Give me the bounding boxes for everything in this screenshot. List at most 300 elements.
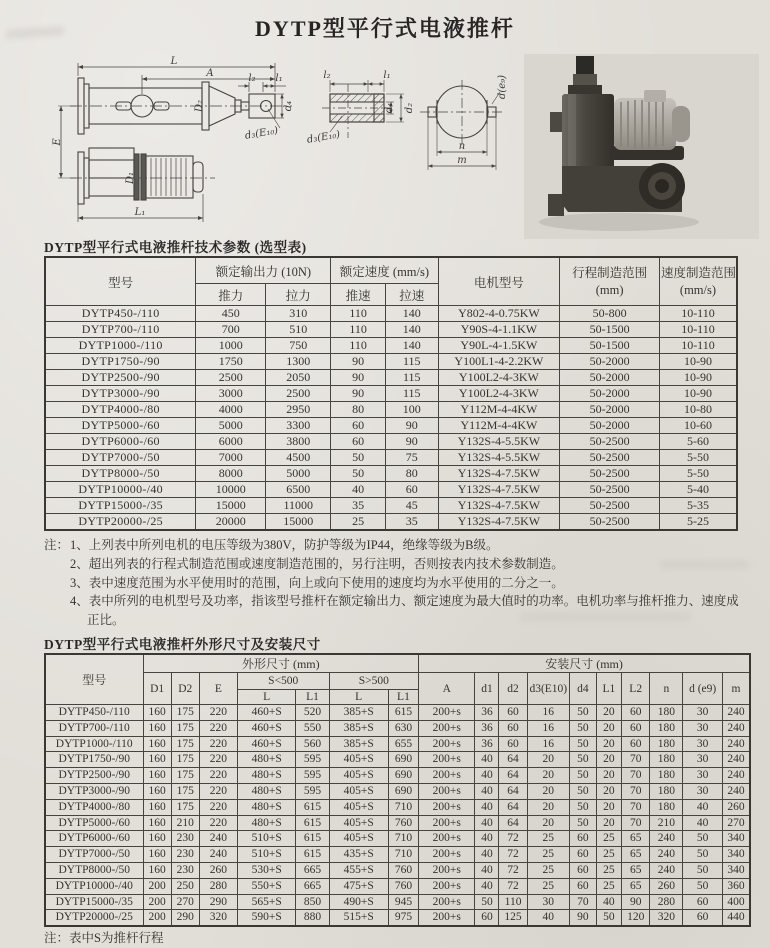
value-cell: 3300 bbox=[266, 418, 331, 434]
col2-model: 型号 bbox=[45, 654, 143, 705]
value-cell: 10-90 bbox=[659, 386, 737, 402]
value-cell: 565+S bbox=[237, 894, 296, 910]
value-cell: 480+S bbox=[237, 783, 296, 799]
spec-table-title: DYTP型平行式电液推杆技术参数 (选型表) bbox=[44, 240, 307, 255]
value-cell: 15000 bbox=[266, 514, 331, 531]
value-cell: 1300 bbox=[266, 354, 331, 370]
value-cell: 25 bbox=[596, 831, 621, 847]
value-cell: 16 bbox=[527, 705, 569, 721]
value-cell: 2050 bbox=[266, 370, 331, 386]
value-cell: 595 bbox=[296, 752, 329, 768]
value-cell: 65 bbox=[622, 847, 650, 863]
value-cell: 160 bbox=[143, 752, 171, 768]
value-cell: 50 bbox=[569, 815, 596, 831]
col2-L2: L2 bbox=[622, 673, 650, 705]
value-cell: 50 bbox=[569, 752, 596, 768]
value-cell: 60 bbox=[622, 705, 650, 721]
value-cell: 5-50 bbox=[659, 450, 737, 466]
group-outline-dims: 外形尺寸 (mm) bbox=[143, 654, 419, 673]
table-row bbox=[45, 752, 750, 768]
value-cell: 200+s bbox=[419, 894, 475, 910]
value-cell: 200+s bbox=[419, 847, 475, 863]
value-cell: 20 bbox=[527, 799, 569, 815]
table-row bbox=[45, 910, 750, 926]
value-cell: 65 bbox=[622, 878, 650, 894]
table-row bbox=[45, 354, 737, 370]
figure-area bbox=[30, 54, 740, 239]
value-cell: 40 bbox=[596, 894, 621, 910]
value-cell: 385+S bbox=[329, 736, 388, 752]
value-cell: 72 bbox=[499, 831, 527, 847]
spec-table-body bbox=[45, 306, 737, 531]
dim-label-l2: l₂ bbox=[248, 73, 256, 84]
value-cell: 200+s bbox=[419, 768, 475, 784]
value-cell: 5-50 bbox=[659, 466, 737, 482]
value-cell: 50-800 bbox=[560, 306, 660, 322]
model-cell: DYTP6000-/60 bbox=[45, 434, 196, 450]
table-row bbox=[45, 450, 737, 466]
value-cell: Y100L1-4-2.2KW bbox=[438, 354, 560, 370]
value-cell: 4500 bbox=[266, 450, 331, 466]
value-cell: 220 bbox=[199, 799, 237, 815]
value-cell: 240 bbox=[199, 831, 237, 847]
value-cell: 50-2000 bbox=[560, 370, 660, 386]
value-cell: 510+S bbox=[237, 847, 296, 863]
table-row bbox=[45, 878, 750, 894]
value-cell: 50 bbox=[569, 799, 596, 815]
dim-label-D2: D₂ bbox=[194, 99, 205, 113]
value-cell: 760 bbox=[388, 862, 418, 878]
dim-label-l2b: l₂ bbox=[323, 70, 331, 81]
value-cell: 50-2000 bbox=[560, 402, 660, 418]
value-cell: Y112M-4-4KW bbox=[438, 402, 560, 418]
value-cell: 10-90 bbox=[659, 354, 737, 370]
value-cell: 10-110 bbox=[659, 338, 737, 354]
value-cell: 20 bbox=[527, 815, 569, 831]
stroke-range-line2: (mm) bbox=[595, 282, 624, 297]
value-cell: 40 bbox=[475, 783, 499, 799]
value-cell: 665 bbox=[296, 878, 329, 894]
col-push-force: 推力 bbox=[196, 284, 266, 306]
value-cell: 270 bbox=[171, 894, 199, 910]
note-item-3: 3、表中速度范围为水平使用时的范围，向上或向下使用的速度均为水平使用的二分之一。 bbox=[70, 575, 564, 590]
value-cell: 60 bbox=[331, 434, 386, 450]
value-cell: 20 bbox=[596, 736, 621, 752]
value-cell: 340 bbox=[722, 847, 750, 863]
value-cell: 25 bbox=[527, 862, 569, 878]
value-cell: 260 bbox=[199, 862, 237, 878]
value-cell: 30 bbox=[683, 783, 722, 799]
speed-range-line2: (mm/s) bbox=[679, 282, 717, 297]
value-cell: 25 bbox=[596, 878, 621, 894]
value-cell: 50 bbox=[683, 862, 722, 878]
value-cell: 1000 bbox=[196, 338, 266, 354]
value-cell: 320 bbox=[199, 910, 237, 926]
value-cell: 30 bbox=[683, 736, 722, 752]
value-cell: 760 bbox=[388, 815, 418, 831]
value-cell: 115 bbox=[385, 386, 438, 402]
value-cell: 25 bbox=[527, 878, 569, 894]
value-cell: 200+s bbox=[419, 752, 475, 768]
value-cell: 40 bbox=[475, 847, 499, 863]
col2-L-gt: L bbox=[329, 690, 388, 705]
value-cell: 90 bbox=[385, 434, 438, 450]
value-cell: 45 bbox=[385, 498, 438, 514]
value-cell: 20 bbox=[596, 815, 621, 831]
value-cell: 20 bbox=[596, 799, 621, 815]
note-item-4: 4、表中所列的电机型号及功率，指该型号推杆在额定输出力、额定速度为最大值时的功率。电机功率与推杆推力、速度成正比。 bbox=[70, 594, 739, 627]
value-cell: 25 bbox=[527, 847, 569, 863]
value-cell: 8000 bbox=[196, 466, 266, 482]
dim-label-A: A bbox=[206, 68, 214, 79]
value-cell: 200+s bbox=[419, 878, 475, 894]
value-cell: 4000 bbox=[196, 402, 266, 418]
value-cell: 40 bbox=[527, 910, 569, 926]
value-cell: 520 bbox=[296, 705, 329, 721]
value-cell: 20 bbox=[596, 768, 621, 784]
table-row bbox=[45, 338, 737, 354]
value-cell: 405+S bbox=[329, 783, 388, 799]
value-cell: 36 bbox=[475, 705, 499, 721]
table-row bbox=[45, 736, 750, 752]
table-row bbox=[45, 847, 750, 863]
table-row bbox=[45, 498, 737, 514]
value-cell: 260 bbox=[650, 878, 683, 894]
value-cell: 25 bbox=[596, 862, 621, 878]
dim-label-d3e10: d₃(E₁₀) bbox=[244, 125, 280, 142]
value-cell: 20 bbox=[596, 752, 621, 768]
value-cell: 50 bbox=[475, 894, 499, 910]
value-cell: 16 bbox=[527, 736, 569, 752]
value-cell: 60 bbox=[499, 720, 527, 736]
value-cell: 60 bbox=[331, 418, 386, 434]
value-cell: 60 bbox=[385, 482, 438, 498]
model-cell: DYTP5000-/60 bbox=[45, 418, 196, 434]
value-cell: 90 bbox=[569, 910, 596, 926]
value-cell: 240 bbox=[199, 847, 237, 863]
value-cell: 480+S bbox=[237, 752, 296, 768]
value-cell: 480+S bbox=[237, 815, 296, 831]
col2-d4: d4 bbox=[569, 673, 596, 705]
value-cell: 480+S bbox=[237, 768, 296, 784]
model-cell: DYTP700-/110 bbox=[45, 720, 143, 736]
value-cell: 690 bbox=[388, 768, 418, 784]
table-row bbox=[45, 322, 737, 338]
value-cell: 160 bbox=[143, 847, 171, 863]
model-cell: DYTP6000-/60 bbox=[45, 831, 143, 847]
dim-label-L: L bbox=[170, 56, 178, 67]
value-cell: 5-25 bbox=[659, 514, 737, 531]
col2-A: A bbox=[419, 673, 475, 705]
dimensions-table-body bbox=[45, 705, 750, 927]
col2-d1: d1 bbox=[475, 673, 499, 705]
dim-label-d4b: d₄ bbox=[384, 102, 395, 114]
value-cell: 220 bbox=[199, 815, 237, 831]
value-cell: Y132S-4-7.5KW bbox=[438, 466, 560, 482]
value-cell: 490+S bbox=[329, 894, 388, 910]
value-cell: 450 bbox=[196, 306, 266, 322]
value-cell: 10-60 bbox=[659, 418, 737, 434]
value-cell: 40 bbox=[475, 752, 499, 768]
model-cell: DYTP10000-/40 bbox=[45, 482, 196, 498]
value-cell: 65 bbox=[622, 831, 650, 847]
value-cell: 60 bbox=[622, 720, 650, 736]
model-cell: DYTP3000-/90 bbox=[45, 386, 196, 402]
value-cell: 175 bbox=[171, 799, 199, 815]
value-cell: 30 bbox=[527, 894, 569, 910]
value-cell: 72 bbox=[499, 862, 527, 878]
value-cell: 405+S bbox=[329, 768, 388, 784]
value-cell: 250 bbox=[171, 878, 199, 894]
table-row bbox=[45, 815, 750, 831]
value-cell: 3800 bbox=[266, 434, 331, 450]
table-row bbox=[45, 768, 750, 784]
value-cell: 160 bbox=[143, 815, 171, 831]
value-cell: 615 bbox=[296, 799, 329, 815]
value-cell: 2950 bbox=[266, 402, 331, 418]
model-cell: DYTP700-/110 bbox=[45, 322, 196, 338]
value-cell: Y90L-4-1.5KW bbox=[438, 338, 560, 354]
value-cell: 200+s bbox=[419, 720, 475, 736]
dimensions-table bbox=[44, 653, 751, 927]
value-cell: 240 bbox=[722, 720, 750, 736]
value-cell: Y132S-4-7.5KW bbox=[438, 498, 560, 514]
stroke-note: 注：表中S为推杆行程 bbox=[44, 931, 164, 945]
value-cell: 750 bbox=[266, 338, 331, 354]
value-cell: 230 bbox=[171, 862, 199, 878]
value-cell: 405+S bbox=[329, 799, 388, 815]
value-cell: 80 bbox=[331, 402, 386, 418]
value-cell: 36 bbox=[475, 720, 499, 736]
value-cell: 50-2000 bbox=[560, 418, 660, 434]
value-cell: 115 bbox=[385, 370, 438, 386]
model-cell: DYTP8000-/50 bbox=[45, 466, 196, 482]
value-cell: 50-2000 bbox=[560, 386, 660, 402]
value-cell: 260 bbox=[722, 799, 750, 815]
value-cell: 50 bbox=[569, 783, 596, 799]
value-cell: 125 bbox=[499, 910, 527, 926]
value-cell: 90 bbox=[385, 418, 438, 434]
value-cell: 220 bbox=[199, 720, 237, 736]
value-cell: 20 bbox=[527, 768, 569, 784]
table-row bbox=[45, 434, 737, 450]
dim-label-n: n bbox=[458, 141, 466, 152]
value-cell: 405+S bbox=[329, 815, 388, 831]
table-row bbox=[45, 720, 750, 736]
table-row bbox=[45, 894, 750, 910]
model-cell: DYTP5000-/60 bbox=[45, 815, 143, 831]
value-cell: 175 bbox=[171, 783, 199, 799]
value-cell: 25 bbox=[331, 514, 386, 531]
value-cell: 230 bbox=[171, 847, 199, 863]
value-cell: 40 bbox=[475, 862, 499, 878]
col-motor-model: 电机型号 bbox=[438, 257, 560, 306]
value-cell: 60 bbox=[569, 878, 596, 894]
value-cell: 70 bbox=[622, 752, 650, 768]
value-cell: 340 bbox=[722, 862, 750, 878]
value-cell: 175 bbox=[171, 705, 199, 721]
value-cell: 30 bbox=[683, 768, 722, 784]
group-install-dims: 安装尺寸 (mm) bbox=[419, 654, 750, 673]
model-cell: DYTP1750-/90 bbox=[45, 752, 143, 768]
col-speed-range bbox=[659, 257, 737, 306]
value-cell: 210 bbox=[650, 815, 683, 831]
value-cell: 230 bbox=[171, 831, 199, 847]
value-cell: 160 bbox=[143, 799, 171, 815]
value-cell: Y132S-4-7.5KW bbox=[438, 482, 560, 498]
table-row bbox=[45, 799, 750, 815]
value-cell: 180 bbox=[650, 799, 683, 815]
col-rated-output: 额定输出力 (10N) bbox=[196, 257, 331, 284]
value-cell: 175 bbox=[171, 720, 199, 736]
table-row bbox=[45, 482, 737, 498]
spec-table bbox=[44, 256, 738, 531]
value-cell: 280 bbox=[650, 894, 683, 910]
value-cell: 7000 bbox=[196, 450, 266, 466]
col2-L1-gt: L1 bbox=[388, 690, 418, 705]
value-cell: 20 bbox=[527, 783, 569, 799]
model-cell: DYTP20000-/25 bbox=[45, 514, 196, 531]
value-cell: 35 bbox=[385, 514, 438, 531]
table-row bbox=[45, 370, 737, 386]
value-cell: 10-80 bbox=[659, 402, 737, 418]
model-cell: DYTP450-/110 bbox=[45, 705, 143, 721]
value-cell: 180 bbox=[650, 768, 683, 784]
col2-L-lt: L bbox=[237, 690, 296, 705]
value-cell: 560 bbox=[296, 736, 329, 752]
value-cell: 70 bbox=[622, 799, 650, 815]
value-cell: 30 bbox=[683, 705, 722, 721]
model-cell: DYTP2500-/90 bbox=[45, 768, 143, 784]
col2-L1-install: L1 bbox=[596, 673, 621, 705]
value-cell: 40 bbox=[475, 815, 499, 831]
table-row bbox=[45, 466, 737, 482]
value-cell: 64 bbox=[499, 815, 527, 831]
value-cell: 6500 bbox=[266, 482, 331, 498]
model-cell: DYTP4000-/80 bbox=[45, 402, 196, 418]
value-cell: 200+s bbox=[419, 815, 475, 831]
notes-prefix: 注： bbox=[44, 538, 70, 552]
value-cell: 710 bbox=[388, 847, 418, 863]
col-rated-speed: 额定速度 (mm/s) bbox=[331, 257, 438, 284]
value-cell: 50 bbox=[683, 847, 722, 863]
value-cell: 60 bbox=[475, 910, 499, 926]
value-cell: 515+S bbox=[329, 910, 388, 926]
col2-d2: d2 bbox=[499, 673, 527, 705]
table-row bbox=[45, 306, 737, 322]
model-cell: DYTP15000-/35 bbox=[45, 498, 196, 514]
table-row bbox=[45, 514, 737, 531]
value-cell: 115 bbox=[385, 354, 438, 370]
col2-n: n bbox=[650, 673, 683, 705]
value-cell: 10-90 bbox=[659, 370, 737, 386]
dim-label-L1: L₁ bbox=[134, 207, 146, 218]
value-cell: 280 bbox=[199, 878, 237, 894]
dim-label-E: E bbox=[52, 138, 63, 146]
value-cell: 60 bbox=[569, 847, 596, 863]
value-cell: 65 bbox=[622, 862, 650, 878]
value-cell: 64 bbox=[499, 783, 527, 799]
value-cell: 210 bbox=[171, 815, 199, 831]
value-cell: 615 bbox=[296, 847, 329, 863]
value-cell: 50 bbox=[569, 768, 596, 784]
dim-label-d2: d₂ bbox=[404, 102, 415, 114]
page-title: DYTP型平行式电液推杆 bbox=[255, 16, 515, 41]
value-cell: 220 bbox=[199, 783, 237, 799]
value-cell: 615 bbox=[296, 831, 329, 847]
value-cell: 72 bbox=[499, 847, 527, 863]
value-cell: 60 bbox=[569, 831, 596, 847]
dim-label-de9: d(e₉) bbox=[497, 74, 508, 100]
value-cell: 160 bbox=[143, 783, 171, 799]
value-cell: 665 bbox=[296, 862, 329, 878]
value-cell: 90 bbox=[622, 894, 650, 910]
value-cell: 20000 bbox=[196, 514, 266, 531]
value-cell: 16 bbox=[527, 720, 569, 736]
value-cell: 240 bbox=[722, 752, 750, 768]
col2-d3: d3(E10) bbox=[527, 673, 569, 705]
note-item-2: 2、超出列表的行程式制造范围或速度制造范围的，另行注明，否则按表内技术参数制造。 bbox=[70, 556, 564, 571]
col-stroke-range bbox=[560, 257, 660, 306]
value-cell: 70 bbox=[622, 815, 650, 831]
value-cell: 75 bbox=[385, 450, 438, 466]
value-cell: 40 bbox=[475, 878, 499, 894]
value-cell: 50 bbox=[683, 831, 722, 847]
value-cell: 2500 bbox=[266, 386, 331, 402]
value-cell: 64 bbox=[499, 752, 527, 768]
value-cell: 175 bbox=[171, 752, 199, 768]
value-cell: 180 bbox=[650, 705, 683, 721]
value-cell: 310 bbox=[266, 306, 331, 322]
value-cell: 64 bbox=[499, 799, 527, 815]
value-cell: 240 bbox=[650, 847, 683, 863]
value-cell: 25 bbox=[596, 847, 621, 863]
value-cell: 240 bbox=[722, 783, 750, 799]
value-cell: 550 bbox=[296, 720, 329, 736]
value-cell: 5000 bbox=[196, 418, 266, 434]
value-cell: 240 bbox=[722, 736, 750, 752]
value-cell: 50-2500 bbox=[560, 498, 660, 514]
value-cell: 700 bbox=[196, 322, 266, 338]
stroke-range-line1: 行程制造范围 bbox=[572, 265, 648, 280]
value-cell: 140 bbox=[385, 322, 438, 338]
value-cell: 70 bbox=[622, 768, 650, 784]
value-cell: 615 bbox=[296, 815, 329, 831]
value-cell: 160 bbox=[143, 705, 171, 721]
value-cell: 60 bbox=[683, 910, 722, 926]
value-cell: Y100L2-4-3KW bbox=[438, 386, 560, 402]
model-cell: DYTP1000-/110 bbox=[45, 736, 143, 752]
value-cell: 200+s bbox=[419, 736, 475, 752]
value-cell: 360 bbox=[722, 878, 750, 894]
value-cell: 385+S bbox=[329, 705, 388, 721]
model-cell: DYTP4000-/80 bbox=[45, 799, 143, 815]
col2-E: E bbox=[199, 673, 237, 705]
value-cell: 460+S bbox=[237, 705, 296, 721]
value-cell: 975 bbox=[388, 910, 418, 926]
dim-label-l1b: l₁ bbox=[383, 70, 391, 81]
value-cell: Y100L2-4-3KW bbox=[438, 370, 560, 386]
value-cell: 36 bbox=[475, 736, 499, 752]
dim-label-m: m bbox=[457, 155, 467, 166]
model-cell: DYTP7000-/50 bbox=[45, 450, 196, 466]
value-cell: 50-2500 bbox=[560, 466, 660, 482]
value-cell: 90 bbox=[331, 386, 386, 402]
speed-range-line1: 速度制造范围 bbox=[660, 265, 736, 280]
value-cell: 200+s bbox=[419, 862, 475, 878]
value-cell: 2500 bbox=[196, 370, 266, 386]
model-cell: DYTP8000-/50 bbox=[45, 862, 143, 878]
